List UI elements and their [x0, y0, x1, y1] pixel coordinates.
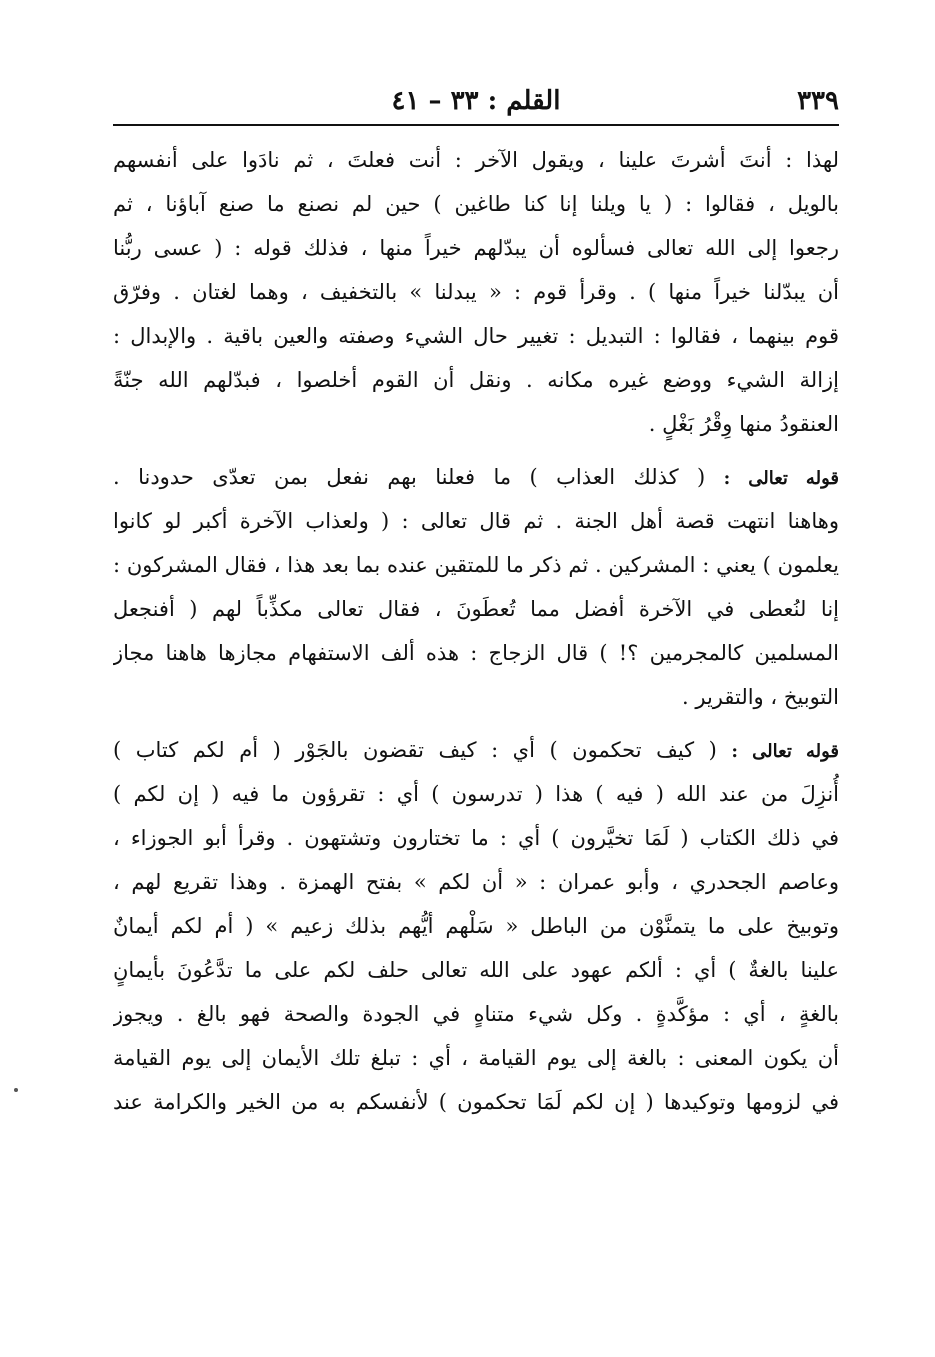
text-line: أُنزِلَ من عند الله ( فيه ) هذا ( تدرسون ) أي : تقرؤون ما فيه ( إن لكم ) — [113, 782, 839, 806]
running-title: القلم : ٣٣ – ٤١ — [391, 86, 561, 116]
paragraph-gap — [113, 446, 839, 455]
page-number: ٣٣٩ — [797, 86, 839, 116]
text-line: وعاصم الجحدري ، وأبو عمران : « أن لكم » بفتح الهمزة . وهذا تقريع لهم ، — [113, 870, 839, 894]
text-line: أن يبدّلنا خيراً منها ) . وقرأ قوم : « يبدلنا » بالتخفيف ، وهما لغتان . وفرّق — [113, 280, 839, 304]
header-rule — [113, 124, 839, 126]
text-line: رجعوا إلى الله تعالى فسألوه أن يبدّلهم خيراً منها ، فذلك قوله : ( عسى ربُّنا — [113, 236, 839, 260]
body-text — [113, 138, 839, 1124]
text-line: العنقودُ منها وِقْرُ بَغْلٍ . — [648, 412, 839, 436]
text-line: لهذا : أنتَ أشرتَ علينا ، ويقول الآخر : أنت فعلتَ ، ثم نادَوا على أنفسهم — [113, 148, 839, 172]
verse-lead: قوله تعالى : — [731, 741, 839, 762]
text-line: في لزومها وتوكيدها ( إن لكم لَمَا تحكمون ) لأنفسكم به من الخير والكرامة عند — [113, 1090, 839, 1114]
text-line: قوم بينهما ، فقالوا : التبديل : تغيير حال الشيء وصفته والعين باقية . والإبدال : — [113, 324, 839, 348]
verse-lead: قوله تعالى : — [723, 468, 839, 489]
text-line: وهاهنا انتهت قصة أهل الجنة . ثم قال تعالى : ( ولعذاب الآخرة أكبر لو كانوا — [113, 509, 839, 533]
text-line: بالويل ، فقالوا : ( يا ويلنا إنا كنا طاغين ) حين لم نصنع ما صنع آباؤنا ، ثم — [113, 192, 839, 216]
text-line-with-lead — [113, 728, 839, 772]
text-line: علينا بالغةٌ ) أي : ألكم عهود على الله تعالى حلف لكم على ما تدَّعُونَ بأيمانٍ — [113, 958, 839, 982]
text-span: ( كذلك العذاب ) ما فعلنا بهم نفعل بمن تعدّى حدودنا . — [113, 465, 706, 489]
paragraph-gap — [113, 719, 839, 728]
text-line: في ذلك الكتاب ( لَمَا تخيَّرون ) أي : ما تختارون وتشتهون . وقرأ أبو الجوزاء ، — [113, 826, 839, 850]
text-line: المسلمين كالمجرمين ؟! ) قال الزجاج : هذه ألف الاستفهام مجازها هاهنا مجاز — [113, 641, 839, 665]
text-line-with-lead — [113, 455, 839, 499]
text-span: ( كيف تحكمون ) أي : كيف تقضون بالجَوْر ( أم لكم كتاب ) — [113, 738, 717, 762]
text-line: إنا لنُعطى في الآخرة أفضل مما تُعطَونَ ، فقال تعالى مكذِّباً لهم ( أفنجعل — [113, 597, 839, 621]
text-line: التوبيخ ، والتقرير . — [682, 685, 839, 709]
text-line: بالغةٍ ، أي : مؤكَّدةٍ . وكل شيء متناهٍ في الجودة والصحة فهو بالغ . ويجوز — [113, 1002, 839, 1026]
text-line: يعلمون ) يعني : المشركين . ثم ذكر ما للمتقين عنده بما بعد هذا ، فقال المشركون : — [113, 553, 839, 577]
text-line: إزالة الشيء ووضع غيره مكانه . ونقل أن القوم أخلصوا ، فبدّلهم الله جنّةً — [113, 368, 839, 392]
text-line: أن يكون المعنى : بالغة إلى يوم القيامة ، أي : تبلغ تلك الأيمان إلى يوم القيامة — [113, 1046, 839, 1070]
text-line: وتوبيخ على ما يتمنَّوْن من الباطل « سَلْهم أيُّهم بذلك زعيم » ( أم لكم أيمانٌ — [113, 914, 839, 938]
page-header — [113, 80, 839, 124]
margin-mark — [14, 1088, 18, 1092]
